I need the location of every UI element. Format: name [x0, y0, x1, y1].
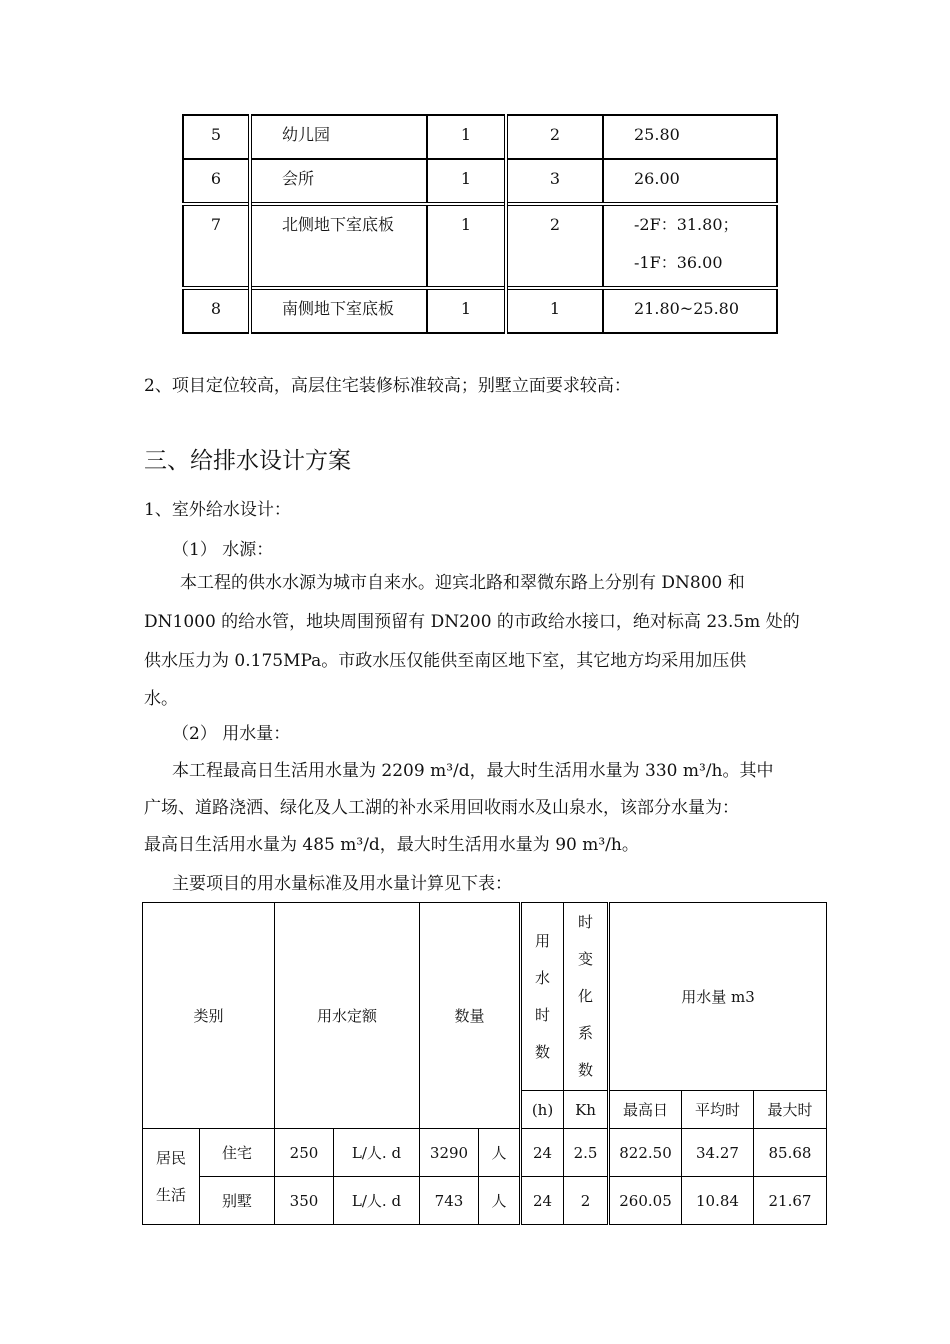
cell-kh: 2.5: [564, 1129, 609, 1177]
cell-type: 住宅: [200, 1129, 275, 1177]
paragraph-line: 供水压力为 0.175MPa。市政水压仅能供至南区地下室，其它地方均采用加压供: [144, 651, 747, 671]
subsection-water-usage: （2） 用水量：: [172, 724, 291, 744]
building-elevation-table: [182, 114, 778, 334]
elevation-line: -2F：31.80；: [634, 215, 739, 234]
paragraph-line: 本工程最高日生活用水量为 2209 m³/d，最大时生活用水量为 330 m³/h。其中: [172, 761, 774, 781]
cell-no: 8: [183, 288, 250, 333]
header-hours-unit: (h): [521, 1091, 564, 1129]
paragraph-line: DN1000 的给水管，地块周围预留有 DN200 的市政给水接口，绝对标高 23.5m 处的: [144, 612, 800, 632]
item-2-text: 2、项目定位较高，高层住宅装修标准较高；别墅立面要求较高：: [144, 376, 631, 396]
cell-b: 3: [506, 159, 603, 204]
section-title: 三、给排水设计方案: [144, 448, 351, 474]
cell-no: 6: [183, 159, 250, 204]
cell-elevation: 26.00: [603, 159, 777, 204]
cell-hours: 24: [521, 1129, 564, 1177]
cell-quantity-unit: 人: [479, 1129, 521, 1177]
water-usage-table: [142, 902, 827, 1225]
cell-a: 1: [427, 115, 506, 159]
cell-a: 1: [460, 215, 472, 234]
cell-max-hour: 21.67: [754, 1177, 827, 1225]
header-avg-hour: 平均时: [682, 1091, 754, 1129]
cell-quantity: 743: [420, 1177, 479, 1225]
paragraph-line: 水。: [144, 689, 178, 709]
elevation-line: -1F：36.00: [634, 253, 723, 272]
table-row: [183, 159, 777, 204]
header-coefficient: 时变化系数: [577, 913, 593, 1079]
table-intro-text: 主要项目的用水量标准及用水量计算见下表：: [172, 874, 512, 894]
cell-name: 南侧地下室底板: [250, 288, 427, 333]
cell-kh: 2: [564, 1177, 609, 1225]
cell-max-day: 822.50: [609, 1129, 682, 1177]
header-quota: 用水定额: [275, 903, 420, 1129]
cell-quantity: 3290: [420, 1129, 479, 1177]
cell-elevation: [603, 204, 777, 288]
cell-hours: 24: [521, 1177, 564, 1225]
cell-avg-hour: 10.84: [682, 1177, 754, 1225]
subsection-1-title: 1、室外给水设计：: [144, 500, 291, 520]
cell-no: 7: [210, 215, 222, 234]
header-usage: 用水量 m3: [609, 903, 827, 1091]
paragraph-line: 广场、道路浇洒、绿化及人工湖的补水采用回收雨水及山泉水，该部分水量为：: [144, 798, 739, 818]
cell-name: 会所: [250, 159, 427, 204]
table-row: [183, 288, 777, 333]
cell-a: 1: [427, 288, 506, 333]
table-row: [183, 204, 777, 288]
cell-quota: 350: [275, 1177, 334, 1225]
cell-quantity-unit: 人: [479, 1177, 521, 1225]
header-max-day: 最高日: [609, 1091, 682, 1129]
cell-b: 1: [506, 288, 603, 333]
cell-quota: 250: [275, 1129, 334, 1177]
cell-elevation: 21.80~25.80: [603, 288, 777, 333]
cell-quota-unit: L/人. d: [334, 1129, 420, 1177]
cell-name: 北侧地下室底板: [282, 215, 395, 234]
table-header-row: [143, 903, 827, 1091]
header-category: 类别: [143, 903, 275, 1129]
subsection-water-source: （1） 水源：: [172, 540, 274, 560]
header-quantity: 数量: [420, 903, 521, 1129]
cell-b: 2: [506, 115, 603, 159]
cell-max-day: 260.05: [609, 1177, 682, 1225]
table-row: [143, 1177, 827, 1225]
cell-type: 别墅: [200, 1177, 275, 1225]
cell-name: 幼儿园: [250, 115, 427, 159]
cell-max-hour: 85.68: [754, 1129, 827, 1177]
header-coefficient-unit: Kh: [564, 1091, 609, 1129]
cell-a: 1: [427, 159, 506, 204]
cell-no: 5: [183, 115, 250, 159]
group-label: 居民生活: [155, 1148, 186, 1204]
cell-quota-unit: L/人. d: [334, 1177, 420, 1225]
table-row: [143, 1129, 827, 1177]
header-hours: 用水时数: [534, 931, 550, 1061]
cell-b: 2: [549, 215, 561, 234]
header-max-hour: 最大时: [754, 1091, 827, 1129]
paragraph-line: 本工程的供水水源为城市自来水。迎宾北路和翠微东路上分别有 DN800 和: [180, 573, 745, 593]
table-row: [183, 115, 777, 159]
cell-elevation: 25.80: [603, 115, 777, 159]
cell-avg-hour: 34.27: [682, 1129, 754, 1177]
paragraph-line: 最高日生活用水量为 485 m³/d，最大时生活用水量为 90 m³/h。: [144, 835, 639, 855]
